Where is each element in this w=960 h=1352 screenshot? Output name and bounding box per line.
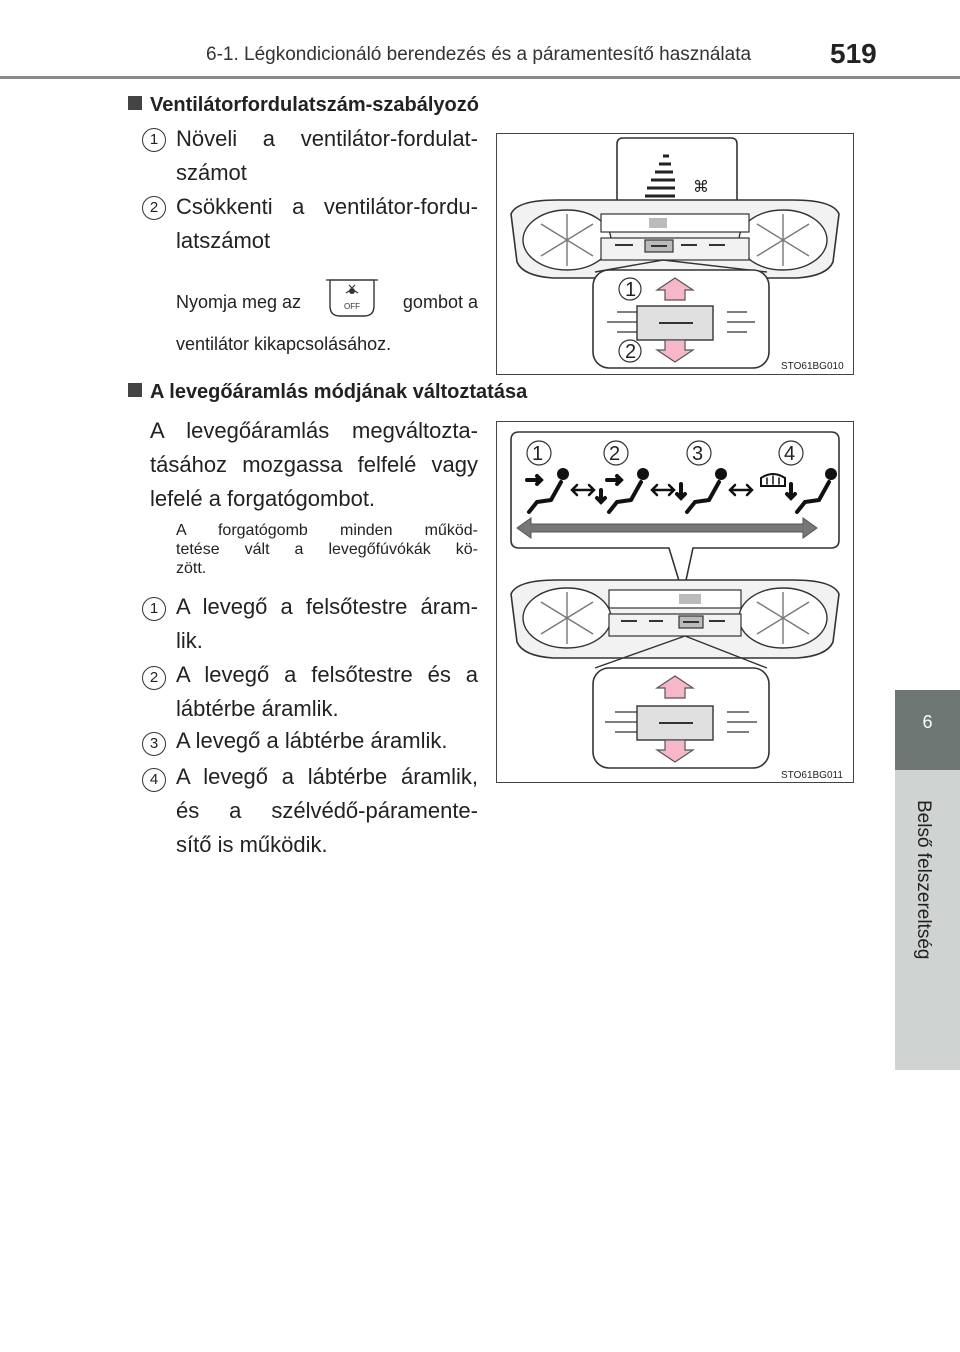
item-marker: 1 xyxy=(142,597,166,621)
fan-off-button-icon xyxy=(324,278,380,326)
header-title: 6-1. Légkondicionáló berendezés és a páramentesítő használata xyxy=(206,44,752,65)
chapter-title: Belső felszereltség xyxy=(913,800,934,960)
section-bullet-icon xyxy=(128,383,142,397)
section2-heading: A levegőáramlás módjának változtatása xyxy=(128,381,527,404)
item-text: A levegő a felsőtestre áram- lik. xyxy=(176,594,478,653)
svg-text:2: 2 xyxy=(625,341,637,363)
header-rule xyxy=(0,76,960,79)
fan-speed-figure xyxy=(496,133,854,375)
item-marker: 3 xyxy=(142,732,166,756)
figure-code: STO61BG011 xyxy=(781,770,843,781)
item-marker: 2 xyxy=(142,196,166,220)
item-text: A levegő a lábtérbe áramlik, és a szélvédő-páramente- sítő is működik. xyxy=(176,764,478,857)
chapter-number: 6 xyxy=(922,712,933,732)
svg-text:3: 3 xyxy=(692,443,704,465)
page-number: 519 xyxy=(830,38,877,69)
item-text: Csökkenti a ventilátor-fordu- latszámot xyxy=(176,194,478,253)
svg-text:2: 2 xyxy=(609,443,621,465)
section1-heading: Ventilátorfordulatszám-szabályozó xyxy=(128,94,479,117)
item-marker: 4 xyxy=(142,768,166,792)
svg-text:1: 1 xyxy=(625,279,637,301)
fan-off-note: Nyomja meg az OFF gombot a ventilátor kikapcsolásához. xyxy=(176,278,478,358)
section2-intro: A levegőáramlás megváltozta- tásához mozgassa felfelé vagy lefelé a forgatógombot. xyxy=(150,418,478,511)
svg-text:OFF: OFF xyxy=(343,302,360,311)
item-marker: 2 xyxy=(142,666,166,690)
svg-text:⌘: ⌘ xyxy=(693,177,709,196)
svg-text:1: 1 xyxy=(532,443,544,465)
svg-text:4: 4 xyxy=(784,443,796,465)
item-text: A levegő a lábtérbe áramlik. xyxy=(176,728,448,753)
airflow-mode-figure xyxy=(496,421,854,783)
section2-note: A forgatógomb minden működ- tetése vált a levegőfúvókák kö- zött. xyxy=(176,522,478,577)
item-marker: 1 xyxy=(142,128,166,152)
item-text: Növeli a ventilátor-fordulat- számot xyxy=(176,126,478,185)
figure-code: STO61BG010 xyxy=(781,361,844,372)
item-text: A levegő a felsőtestre és a lábtérbe áramlik. xyxy=(176,662,478,721)
section-bullet-icon xyxy=(128,96,142,110)
